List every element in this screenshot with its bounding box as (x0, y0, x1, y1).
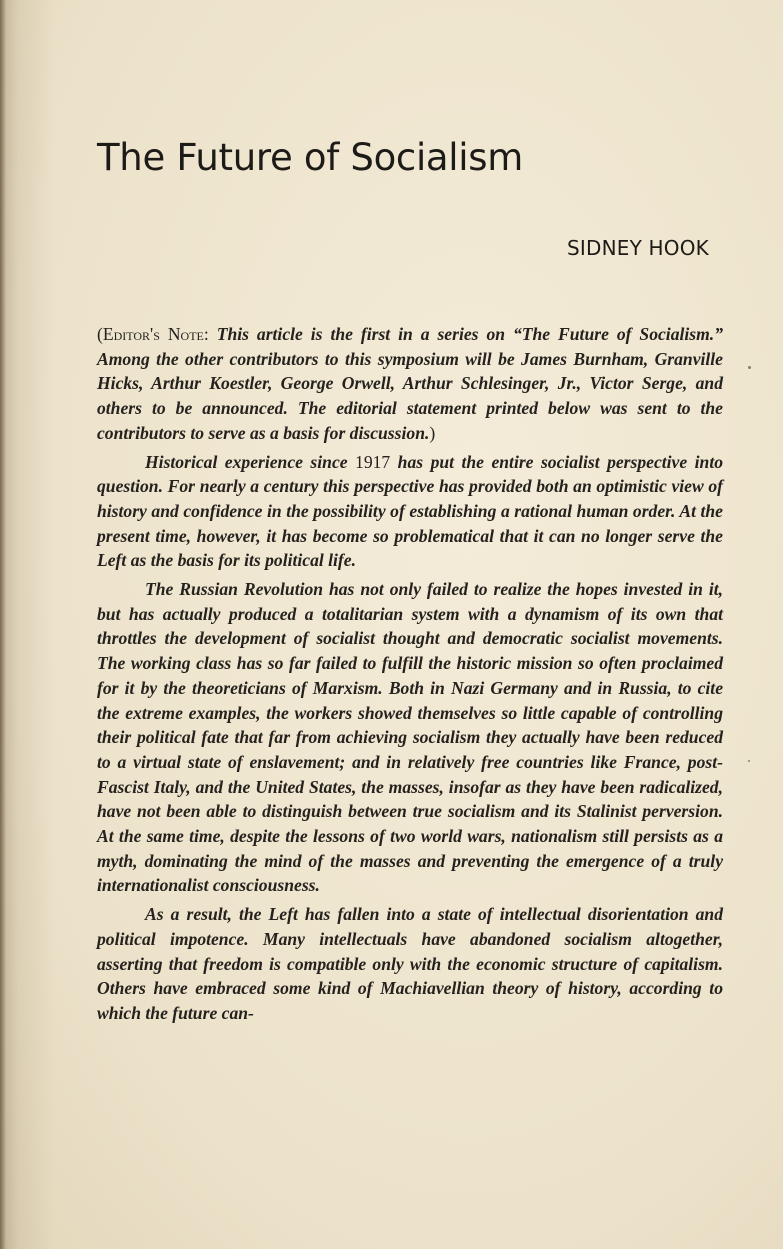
page-gutter-shadow (0, 0, 6, 1249)
article-title: The Future of Socialism (97, 136, 523, 179)
body-paragraph-3: As a result, the Left has fallen into a state of intellectual disorientation and political impotence. Many intellectuals have abandoned socialism altogether, asserting that freedom is compatible only with the economic structure of capitalism. Others have embraced some kind of Machiavellian theory of history, according to which the future can- (97, 904, 723, 1023)
editor-note-open-paren: ( (97, 324, 103, 344)
article-body (97, 322, 723, 1026)
body-paragraph-2: The Russian Revolution has not only failed to realize the hopes invested in it, but has actually produced a totalitarian system with a dynamism of its own that throttles the development of socialist thought and democratic socialist movements. The working class has so far failed to fulfill the historic mission so often proclaimed for it by the theoreticians of Marxism. Both in Nazi Germany and in Russia, to cite the extreme examples, the workers showed themselves so little capable of controlling their political fate that far from achieving socialism they actually have been reduced to a virtual state of enslavement; and in relatively free countries like France, post-Fascist Italy, and the United States, the masses, insofar as they have been radicalized, have not been able to distinguish between true socialism and its Stalinist perversion. At the same time, despite the lessons of two world wars, nationalism still persists as a myth, dominating the mind of the masses and preventing the emergence of a truly internationalist consciousness. (97, 579, 723, 896)
paragraph-1-rest: has put the entire socialist perspective into question. For nearly a century this perspective has provided both an optimistic view of history and confidence in the possibility of establishing a rational human order. At the present time, however, it has become so problematical that it can no longer serve the Left as the basis for its political life. (97, 451, 723, 571)
paper-speck (748, 760, 750, 762)
article-author: SIDNEY HOOK (566, 236, 709, 260)
editor-note-close-paren: ) (429, 422, 436, 443)
editor-note-paragraph (97, 322, 723, 446)
paper-speck (748, 366, 751, 369)
paragraph-1-year: 1917 (355, 451, 391, 472)
body-paragraph-1 (97, 450, 723, 574)
editor-note-label: Editor's Note: (102, 324, 209, 344)
editor-note-text: This article is the first in a series on “The Future of Socialism.” Among the other contributors to this symposium will be James Burnham, Granville Hicks, Arthur Koestler, George Orwell, Arthur Schlesinger, Jr., Victor Serge, and others to be announced. The editorial statement printed below was sent to the contributors to serve as a basis for discussion. (97, 324, 723, 443)
paragraph-1-lead: Historical experience since (145, 451, 356, 472)
